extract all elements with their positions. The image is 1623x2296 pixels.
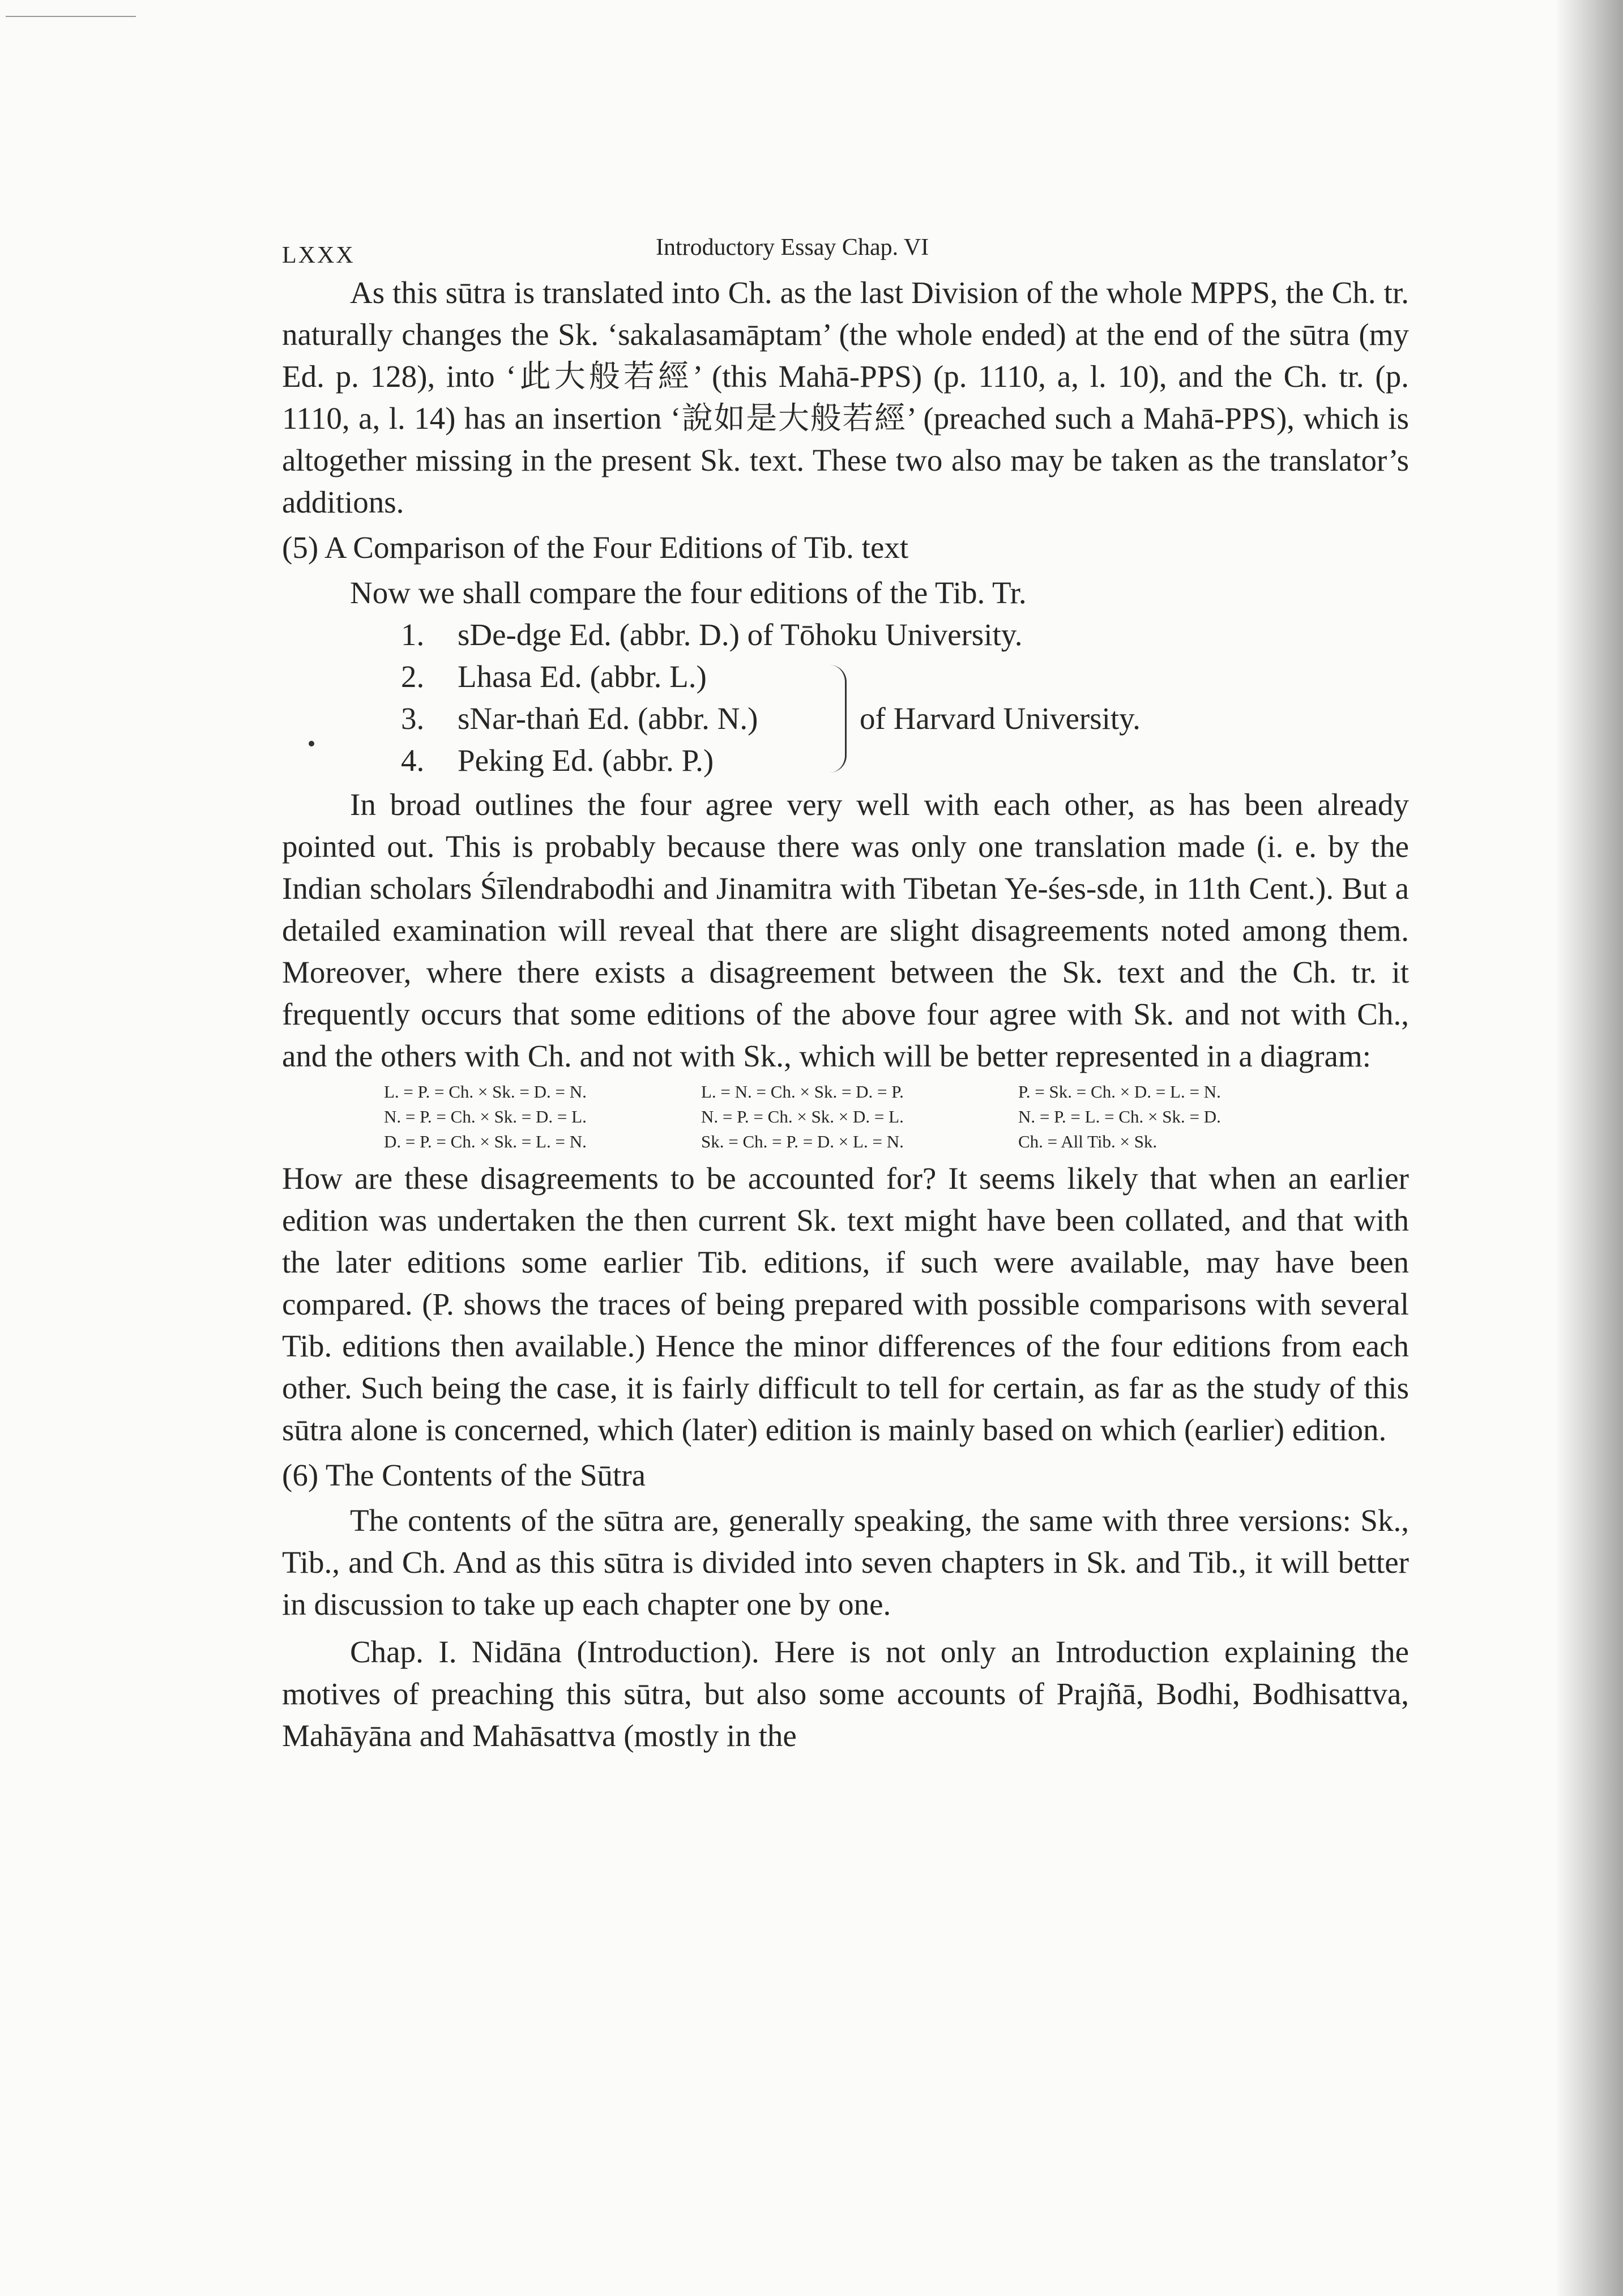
scan-edge-line <box>6 16 136 17</box>
diagram-entry: N. = P. = L. = Ch. × Sk. = D. <box>1018 1107 1221 1126</box>
section-heading-5: (5) A Comparison of the Four Editions of Tib. text <box>282 530 909 565</box>
running-title: Introductory Essay Chap. VI <box>656 234 929 261</box>
diagram-entry: Sk. = Ch. = P. = D. × L. = N. <box>701 1132 904 1151</box>
edition-diagram <box>384 1079 1409 1154</box>
paragraph-contents: The contents of the sūtra are, generally speaking, the same with three versions: Sk., Tib., and Ch. And as this sūtra is divided into seven chapters in Sk. and Tib., it will better in discussion to take up each chapter one by one. <box>282 1503 1409 1621</box>
page-header <box>282 227 1409 272</box>
paragraph-disagreements: How are these disagreements to be accounted for? It seems likely that when an earlier edition was undertaken the then current Sk. text might have been collated, and that with the later editions some earlier Tib. editions, if such were available, may have been compared. (P. shows the traces of being prepared with possible comparisons with several Tib. editions then available.) Hence the minor differences of the four editions from each other. Such being the case, it is fairly difficult to tell for certain, as far as the study of this sūtra alone is concerned, which (later) edition is mainly based on which (earlier) edition. <box>282 1161 1409 1447</box>
diagram-entry: N. = P. = Ch. × Sk. × D. = L. <box>701 1107 904 1126</box>
section-heading-6: (6) The Contents of the Sūtra <box>282 1458 646 1492</box>
diagram-entry: L. = N. = Ch. × Sk. = D. = P. <box>701 1082 904 1102</box>
edition-item: 3. sNar-thaṅ Ed. (abbr. N.) <box>401 701 758 736</box>
edition-item: 1. sDe-dge Ed. (abbr. D.) of Tōhoku University. <box>401 617 1023 652</box>
diagram-entry: D. = P. = Ch. × Sk. = L. = N. <box>384 1132 587 1151</box>
edition-item: 2. Lhasa Ed. (abbr. L.) <box>401 659 707 694</box>
page-body <box>282 227 1409 1757</box>
curly-brace <box>826 665 847 773</box>
edition-list <box>401 614 1409 784</box>
edition-item: 4. Peking Ed. (abbr. P.) <box>401 743 714 778</box>
page-number: LXXX <box>282 242 355 268</box>
paragraph-chapter-one: Chap. I. Nidāna (Introduction). Here is not only an Introduction explaining the motives of preaching this sūtra, but also some accounts of Prajñā, Bodhi, Bodhisattva, Mahāyāna and Mahāsattva (mostly in the <box>282 1634 1409 1753</box>
diagram-entry: P. = Sk. = Ch. × D. = L. = N. <box>1018 1082 1221 1102</box>
diagram-entry: N. = P. = Ch. × Sk. = D. = L. <box>384 1107 587 1126</box>
diagram-entry: Ch. = All Tib. × Sk. <box>1018 1132 1158 1151</box>
paragraph-broad-outlines: In broad outlines the four agree very well with each other, as has been already pointed out. This is probably because there was only one translation made (i. e. by the Indian scholars Śīlendrabodhi and Jinamitra with Tibetan Ye-śes-sde, in 11th Cent.). But a detailed examination will reveal that there are slight disagreements noted among them. Moreover, where there exists a disagreement between the Sk. text and the Ch. tr. it frequently occurs that some editions of the above four agree with Sk. and not with Ch., and the others with Ch. and not with Sk., which will be better represented in a diagram: <box>282 787 1409 1073</box>
paragraph-compare-intro: Now we shall compare the four editions of the Tib. Tr. <box>350 575 1027 610</box>
harvard-label: of Harvard University. <box>860 701 1141 736</box>
paragraph-sutra-translation: As this sūtra is translated into Ch. as the last Division of the whole MPPS, the Ch. tr. naturally changes the Sk. ‘sakalasamāptam’ (the whole ended) at the end of the sūtra (my Ed. p. 128), into ‘此大般若經’ (this Mahā-PPS) (p. 1110, a, l. 10), and the Ch. tr. (p. 1110, a, l. 14) has an insertion ‘說如是大般若經’ (preached such a Mahā-PPS), which is altogether missing in the present Sk. text. These two also may be taken as the translator’s additions. <box>282 275 1409 519</box>
diagram-entry: L. = P. = Ch. × Sk. = D. = N. <box>384 1082 587 1102</box>
scan-shadow <box>1555 0 1623 2296</box>
